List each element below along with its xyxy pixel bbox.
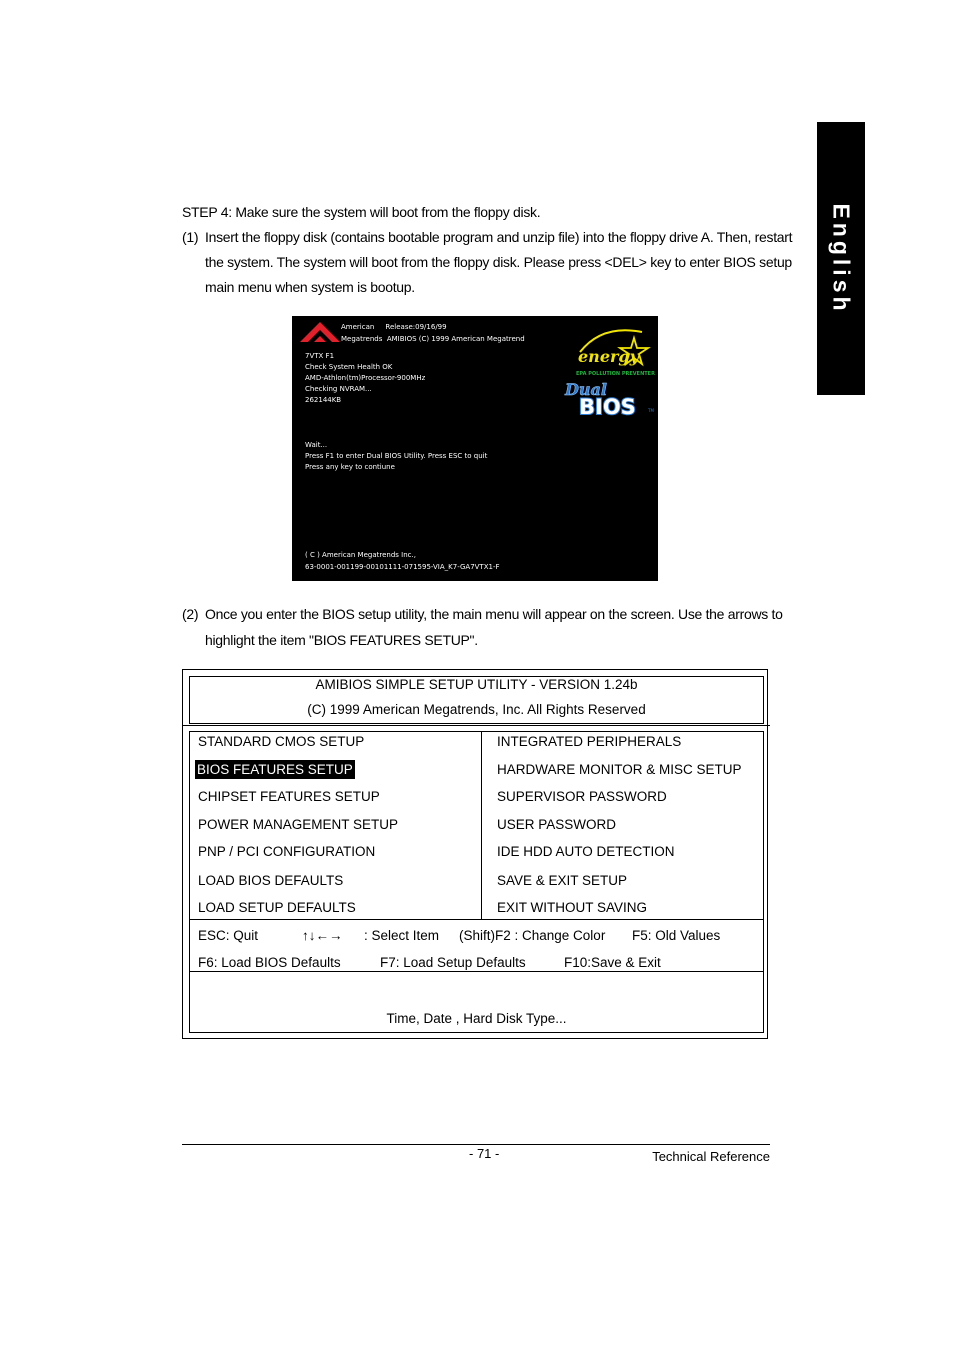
menu-item-bios-features-selected[interactable]: BIOS FEATURES SETUP [197,762,353,777]
menu-item-supervisor-password[interactable]: SUPERVISOR PASSWORD [497,789,667,804]
post-info-line: 7VTX F1 [305,352,335,360]
menu-item-save-exit[interactable]: SAVE & EXIT SETUP [497,873,628,888]
menu-item-standard-cmos[interactable]: STANDARD CMOS SETUP [198,734,365,749]
menu-item-chipset-features[interactable]: CHIPSET FEATURES SETUP [198,789,380,804]
post-info-line: Checking NVRAM... [305,385,372,393]
energy-logo-text: energy [578,347,639,366]
ami-logo-icon [300,321,340,343]
menu-item-ide-hdd-auto-detection[interactable]: IDE HDD AUTO DETECTION [497,844,675,859]
post-header-line-2: Megatrends AMIBIOS (C) 1999 American Megatrend [341,335,525,343]
dual-bios-logo-icon [563,380,659,416]
menu-item-load-setup-defaults[interactable]: LOAD SETUP DEFAULTS [198,900,356,915]
post-wait-line: Press F1 to enter Dual BIOS Utility. Press ESC to quit [305,452,488,460]
key-save-exit: F10:Save & Exit [564,955,661,970]
menu-item-load-bios-defaults[interactable]: LOAD BIOS DEFAULTS [198,873,344,888]
item1-line-3: main menu when system is bootup. [205,279,415,295]
item1-line-2: the system. The system will boot from the floppy disk. Please press <DEL> key to enter BIOS setup [205,254,792,270]
menu-item-integrated-peripherals[interactable]: INTEGRATED PERIPHERALS [497,734,682,749]
menu-item-pnp-pci[interactable]: PNP / PCI CONFIGURATION [198,844,376,859]
item2-line-2: highlight the item "BIOS FEATURES SETUP". [205,632,478,648]
key-load-bios-defaults: F6: Load BIOS Defaults [198,955,341,970]
epa-text: EPA POLLUTION PREVENTER [576,371,655,377]
post-copyright-line: 63-0001-001199-00101111-071595-VIA_K7-GA7VTX1-F [305,563,500,571]
key-select-item: : Select Item [364,928,440,943]
post-header-line-1: American Release:09/16/99 [341,323,447,331]
footer-section: Technical Reference [652,1149,770,1164]
post-wait-line: Press any key to contiune [305,463,395,471]
key-old-values: F5: Old Values [632,928,721,943]
post-copyright-line: ( C ) American Megatrends Inc., [305,551,416,559]
key-change-color: (Shift)F2 : Change Color [459,928,606,943]
dual-logo-text: Dual [565,380,607,399]
language-tab [817,122,865,395]
bios-title: AMIBIOS SIMPLE SETUP UTILITY - VERSION 1.24b [315,677,638,692]
key-load-setup-defaults: F7: Load Setup Defaults [380,955,526,970]
energy-star-logo-icon [572,322,656,378]
item1-line-1: Insert the floppy disk (contains bootable program and unzip file) into the floppy drive A. Then, restart [205,229,793,245]
footer-rule [182,1144,770,1145]
bios-logo-text: BIOS [579,395,636,416]
menu-item-power-management[interactable]: POWER MANAGEMENT SETUP [198,817,399,832]
tm-text: TM [648,408,654,413]
page-number: - 71 - [469,1146,500,1161]
menu-item-user-password[interactable]: USER PASSWORD [497,817,617,832]
bios-copyright: (C) 1999 American Megatrends, Inc. All Rights Reserved [307,702,646,717]
post-wait-line: Wait... [305,441,328,449]
menu-item-hardware-monitor[interactable]: HARDWARE MONITOR & MISC SETUP [497,762,742,777]
post-info-line: Check System Health OK [305,363,393,371]
post-info-line: 262144KB [305,396,342,404]
key-esc-quit: ESC: Quit [198,928,259,943]
post-info-line: AMD-Athlon(tm)Processor-900MHz [305,374,426,382]
step4-title: STEP 4: Make sure the system will boot from the floppy disk. [182,204,541,220]
arrow-keys-icon: ↑↓←→ [302,928,343,943]
item2-number: (2) [182,606,199,622]
item1-number: (1) [182,229,199,245]
item2-line-1: Once you enter the BIOS setup utility, the main menu will appear on the screen. Use the arrows to [205,606,783,622]
bios-status-line: Time, Date , Hard Disk Type... [386,1011,567,1026]
menu-item-exit-without-saving[interactable]: EXIT WITHOUT SAVING [497,900,648,915]
language-tab-label: English [828,202,855,315]
